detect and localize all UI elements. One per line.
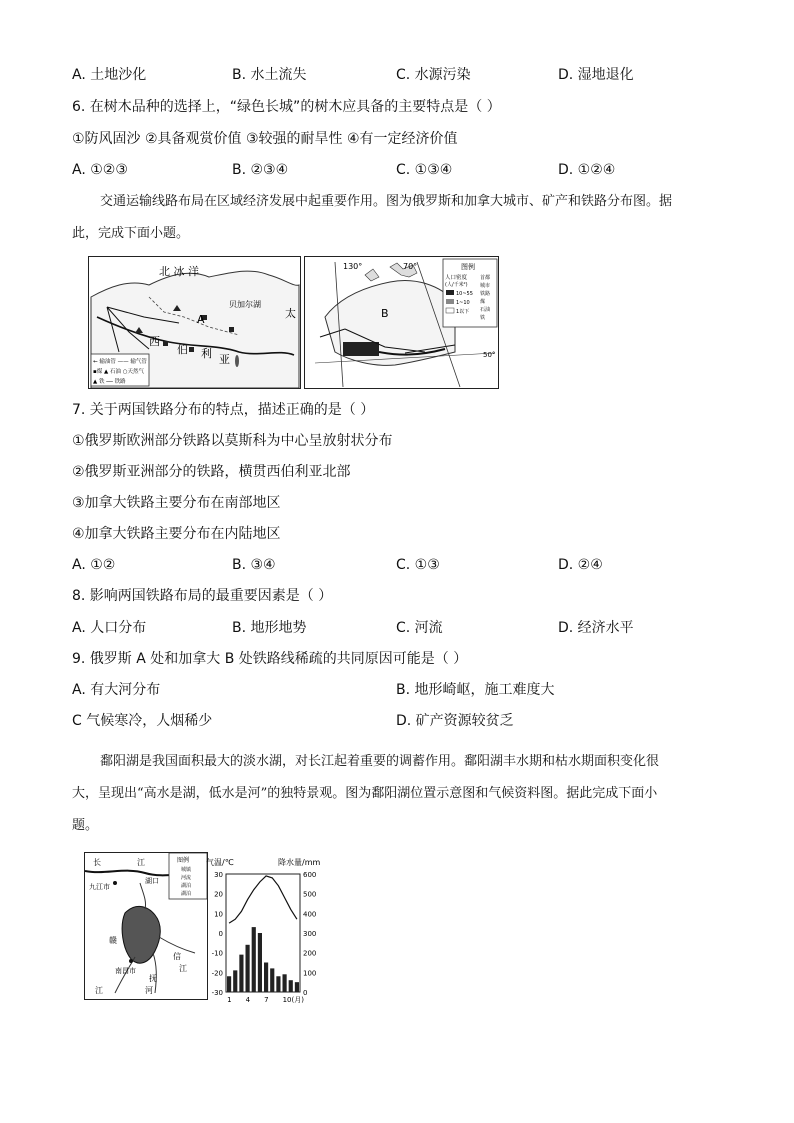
- poyang-jiujiang: 九江市: [89, 883, 110, 891]
- chart-month-tick: 4: [245, 996, 251, 1004]
- q9-option-c: C 气候寒冷，人烟稀少: [72, 713, 213, 729]
- q6-items: ①防风固沙 ②具备观赏价值 ③较强的耐旱性 ④有一定经济价值: [72, 131, 458, 147]
- chart-temp-tick: -10: [211, 949, 223, 958]
- precipitation-bar: [276, 976, 280, 992]
- canada-legend-l2: 1~10: [456, 300, 470, 306]
- canada-legend-oil: 石油: [480, 307, 491, 313]
- poyang-fu: 抚: [149, 974, 157, 983]
- poyang-legend-1: 城镇: [181, 867, 192, 873]
- precipitation-bar: [264, 963, 268, 993]
- chart-temp-tick: -30: [211, 989, 223, 997]
- q5-option-b: B. 水土流失: [232, 67, 307, 83]
- canada-lon-1: 130°: [343, 262, 363, 271]
- canada-lat: 50°: [483, 351, 496, 359]
- q7-stem: 7. 关于两国铁路分布的特点，描述正确的是（ ）: [72, 402, 375, 418]
- intro2-line1: 鄱阳湖是我国面积最大的淡水湖，对长江起着重要的调蓄作用。鄱阳湖丰水期和枯水期面积变化很: [100, 754, 660, 769]
- canada-legend-city1: 首都: [480, 275, 491, 281]
- poyang-river-1: 长: [93, 858, 101, 867]
- canada-map-label-b: B: [381, 307, 389, 320]
- q6-option-d: D. ①②④: [558, 162, 616, 178]
- chart-precip-tick: 400: [303, 910, 317, 919]
- precipitation-bar: [289, 980, 293, 992]
- poyang-legend-2: 河流: [181, 875, 192, 881]
- russia-map-label-a: A: [197, 313, 205, 326]
- russia-map-region-1: 西: [149, 335, 160, 348]
- intro2-line3: 题。: [72, 818, 99, 833]
- chart-temp-tick: 10: [214, 910, 223, 919]
- chart-temp-tick: 0: [218, 930, 223, 938]
- q7-statement-3: ③加拿大铁路主要分布在南部地区: [72, 495, 281, 511]
- canada-legend-city2: 城市: [480, 283, 491, 289]
- chart-precip-tick: 200: [303, 949, 317, 958]
- climate-chart: [204, 852, 334, 1012]
- russia-map-region-2: 伯: [177, 343, 188, 356]
- intro1-line1: 交通运输线路布局在区域经济发展中起重要作用。图为俄罗斯和加拿大城市、矿产和铁路分布图。据: [100, 194, 673, 209]
- temperature-line: [229, 876, 297, 923]
- precipitation-bar: [246, 945, 250, 992]
- chart-temp-tick: -20: [211, 969, 223, 978]
- q6-stem: 6. 在树木品种的选择上，“绿色长城”的树木应具备的主要特点是（ ）: [72, 99, 501, 115]
- poyang-legend-title: 图例: [177, 857, 190, 864]
- q6-option-a: A. ①②③: [72, 162, 128, 178]
- poyang-he: 河: [145, 986, 153, 995]
- q7-option-a: A. ①②: [72, 557, 116, 573]
- chart-month-tick: 10(月): [282, 996, 304, 1004]
- q8-option-d: D. 经济水平: [558, 620, 634, 636]
- canada-legend-rail: 铁路: [480, 291, 491, 297]
- canada-lon-2: 70°: [403, 262, 418, 271]
- q8-option-a: A. 人口分布: [72, 620, 147, 636]
- chart-right-axis-label: 降水量/mm: [278, 858, 321, 867]
- russia-map-region-3: 利: [201, 347, 212, 360]
- canada-map: [304, 256, 499, 389]
- precipitation-bar: [283, 974, 287, 992]
- poyang-jiang2: 江: [179, 964, 187, 973]
- q7-option-c: C. ①③: [396, 557, 440, 573]
- poyang-map: [84, 852, 208, 1000]
- poyang-jiang3: 江: [95, 986, 103, 995]
- q7-option-d: D. ②④: [558, 557, 603, 573]
- canada-legend-iron: 铁: [480, 315, 486, 321]
- chart-temp-tick: 20: [214, 890, 223, 899]
- russia-map-edge-label: 太: [285, 307, 296, 320]
- chart-left-axis-label: 气温/℃: [206, 858, 234, 867]
- russia-legend-2: ▪煤 ▲ 石油 ○天然气: [93, 369, 145, 375]
- poyang-river-2: 江: [137, 858, 145, 867]
- q9-option-b: B. 地形崎岖，施工难度大: [396, 682, 555, 698]
- russia-legend-1: ← 输油管 —— 输气管: [93, 359, 147, 365]
- precipitation-bar: [252, 927, 256, 992]
- canada-legend-unit: (人/千米²): [445, 282, 468, 288]
- intro1-line2: 此，完成下面小题。: [72, 226, 190, 241]
- q9-stem: 9. 俄罗斯 A 处和加拿大 B 处铁路线稀疏的共同原因可能是（ ）: [72, 651, 468, 667]
- canada-legend-l3: 1以下: [456, 309, 470, 315]
- chart-precip-tick: 600: [303, 871, 317, 879]
- precipitation-bar: [239, 955, 243, 992]
- poyang-legend-4: 湖泊: [181, 891, 192, 897]
- q5-option-c: C. 水源污染: [396, 67, 471, 83]
- canada-legend-density: 人口密度: [445, 275, 468, 281]
- poyang-xin: 信: [173, 952, 181, 961]
- chart-month-tick: 1: [227, 996, 232, 1004]
- chart-precip-tick: 500: [303, 890, 317, 899]
- precipitation-bar: [270, 968, 274, 992]
- q7-option-b: B. ③④: [232, 557, 276, 573]
- q8-stem: 8. 影响两国铁路布局的最重要因素是（ ）: [72, 588, 333, 604]
- q7-statement-1: ①俄罗斯欧洲部分铁路以莫斯科为中心呈放射状分布: [72, 433, 393, 449]
- chart-temp-tick: 30: [214, 871, 223, 879]
- q6-option-b: B. ②③④: [232, 162, 289, 178]
- chart-precip-tick: 100: [303, 969, 317, 978]
- precipitation-bar: [227, 976, 231, 992]
- chart-precip-tick: 0: [303, 989, 308, 997]
- poyang-gan: 赣: [109, 936, 117, 945]
- q5-option-a: A. 土地沙化: [72, 67, 147, 83]
- russia-map-ocean: 北 冰 洋: [159, 265, 199, 278]
- russia-map: [88, 256, 301, 389]
- q9-option-d: D. 矿产资源较贫乏: [396, 713, 514, 729]
- chart-month-tick: 7: [264, 996, 269, 1004]
- precipitation-bar: [295, 982, 299, 992]
- q7-statement-2: ②俄罗斯亚洲部分的铁路，横贯西伯利亚北部: [72, 464, 351, 480]
- q8-option-b: B. 地形地势: [232, 620, 307, 636]
- russia-legend-3: ▲ 铁 ── 铁路: [93, 379, 126, 385]
- poyang-hukou: 湖口: [145, 877, 159, 885]
- intro-paragraph-2: [72, 746, 722, 842]
- canada-legend-coal: 煤: [480, 299, 486, 305]
- q8-option-c: C. 河流: [396, 620, 443, 636]
- q9-option-a: A. 有大河分布: [72, 682, 161, 698]
- q6-option-c: C. ①③④: [396, 162, 453, 178]
- intro2-line2: 大，呈现出“高水是湖，低水是河”的独特景观。图为鄱阳湖位置示意图和气候资料图。据此完成下面小: [72, 786, 658, 801]
- poyang-nanchang: 南昌市: [115, 967, 136, 975]
- poyang-legend-3: 湖泊: [181, 883, 192, 889]
- q7-statement-4: ④加拿大铁路主要分布在内陆地区: [72, 526, 281, 542]
- precipitation-bar: [233, 970, 237, 992]
- russia-map-lake: 贝加尔湖: [229, 300, 261, 309]
- precipitation-bar: [258, 933, 262, 992]
- q5-option-d: D. 湿地退化: [558, 67, 634, 83]
- russia-map-region-4: 亚: [219, 353, 230, 366]
- intro-paragraph-1: [72, 186, 722, 250]
- canada-legend-title: 图例: [461, 263, 475, 271]
- canada-legend-l1: 10~55: [456, 291, 473, 297]
- chart-precip-tick: 300: [303, 930, 317, 938]
